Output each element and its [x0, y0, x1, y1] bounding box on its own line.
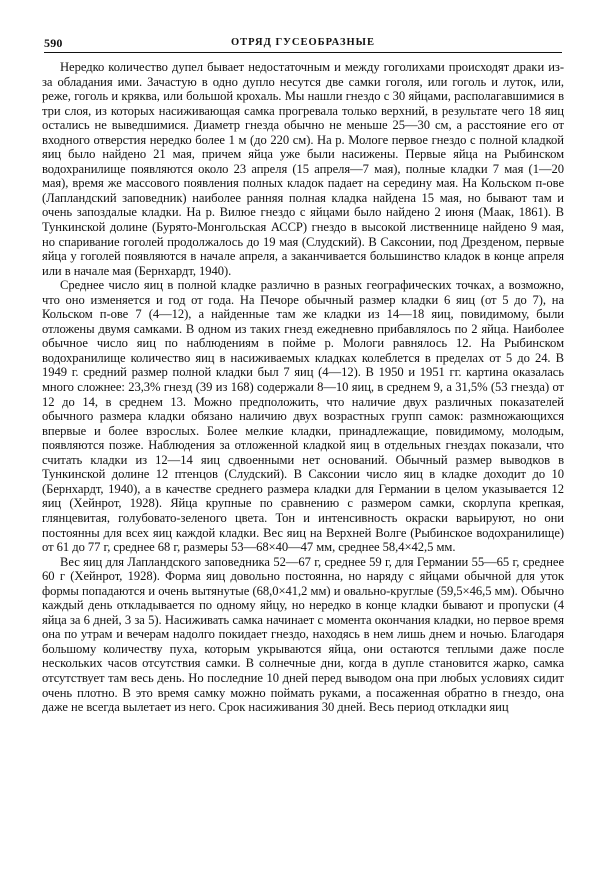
body-text — [42, 60, 564, 715]
paragraph: Вес яиц для Лапландского заповедника 52—67 г, среднее 59 г, для Германии 55—65 г, среднее 60 г (Хейнрот, 1928). Форма яиц довольно постоянна, но наряду с яйцами обычной для уток формы попадаются и очень вытянутые (68,0×41,2 мм) и овально-круглые (59,5×46,5 мм). Обычно каждый день откладывается по одному яйцу, но нередко в конце кладки бывают и пропуски (4 яйца за 6 дней, 3 за 5). Насиживать самка начинает с момента окончания кладки, но первое время она по утрам и вечерам надолго покидает гнездо, находясь в нем лишь днем и ночью. Благодаря большому количеству пуха, которым укрываются яйца, они остаются теплыми даже после нескольких часов отсутствия самки. В солнечные дни, когда в дупле становится жарко, самка отсутствует там весь день. Но последние 10 дней перед выводом она при любых условиях сидит очень плотно. В это время самку можно поймать руками, а посаженная обратно в гнездо, она даже не всегда вылетает из него. Срок насиживания 30 дней. Весь период откладки яиц — [42, 554, 564, 715]
page-header — [44, 36, 562, 52]
page-number: 590 — [44, 36, 63, 50]
paragraph: Среднее число яиц в полной кладке различно в разных географических точках, а возможно, что оно изменяется и год от года. На Печоре обычный размер кладки 6 яиц (от 5 до 7), на Кольском п-ове 7 (4—12), а найденные там же кладки из 14—18 яиц, повидимому, были отложены двумя самками. В одном из таких гнезд ежедневно прибавлялось по 2 яйца. Наиболее обычное число яиц по наблюдениям в пойме р. Мологи равнялось 12. На Рыбинском водохранилище количество яиц в насиживаемых кладках колеблется в пределах от 5 до 24. В 1949 г. средний размер полной кладки был 7 яиц (4—12). В 1950 и 1951 гг. картина оказалась много сложнее: 23,3% гнезд (39 из 168) содержали 8—10 яиц, в среднем 9, а 31,5% (53 гнезда) от 12 до 14, в среднем 13. Можно предположить, что наличие двух различных показателей обычного размера кладки обязано наличию двух возрастных групп самок: размножающихся впервые и более взрослых. Более мелкие кладки, принадлежащие, повидимому, молодым, появляются позже. Наблюдения за отложенной кладкой яиц в отдельных гнездах показали, что считать кладки из 12—14 яиц сдвоенными нет оснований. Обычный размер выводков в Тункинской долине 12 птенцов (Слудский). В Саксонии число яиц в кладке доходит до 10 (Бернхардт, 1940), а в качестве среднего размера кладки для Германии в целом указывается 12 яиц (Хейнрот, 1928). Яйца крупные по сравнению с размером самки, скорлупа крепкая, глянцевитая, голубовато-зеленого цвета. Тон и интенсивность окраски варьируют, но они постоянны для всех яиц каждой кладки. Вес яиц на Верхней Волге (Рыбинское водохранилище) от 61 до 77 г, среднее 68 г, размеры 53—68×40—47 мм, среднее 58,4×42,5 мм. — [42, 278, 564, 555]
header-rule — [44, 52, 562, 53]
paragraph: Нередко количество дупел бывает недостаточным и между гоголихами происходят драки из-за обладания ими. Зачастую в одно дупло несутся две самки гоголя, или гоголь и луток, или, реже, гоголь и кряква, или большой крохаль. Мы нашли гнездо с 30 яйцами, располагавшимися в три слоя, из которых насиживающая самка прогревала только верхний, в результате чего 18 яиц остались не выведшимися. Диаметр гнезда обычно не меньше 25—30 см, а расстояние его от входного отверстия нередко более 1 м (до 220 см). На р. Мологе первое гнездо с полной кладкой яиц было найдено 21 мая, причем яйца уже были насижены. Первые яйца на Рыбинском водохранилище появляются около 23 апреля (15 апреля—7 мая), полные кладки 7 мая (1—20 мая), время же массового появления полных кладок падает на середину мая. На Кольском п-ове (Лапландский заповедник) наиболее ранняя полная кладка найдена 15 мая, но бывают там и очень запоздалые кладки. На р. Вилюе гнездо с яйцами было найдено 2 июня (Маак, 1861). В Тункинской долине (Бурято-Монгольская АССР) гнездо в высокой лиственнице найдено 9 мая, но спаривание гоголей продолжалось до 19 мая (Слудский). В Саксонии, под Дрезденом, первые яйца у гоголей появляются в начале апреля, а заканчивается большинство кладок в конце апреля или в начале мая (Бернхардт, 1940). — [42, 60, 564, 278]
running-title: ОТРЯД ГУСЕОБРАЗНЫЕ — [231, 37, 375, 48]
